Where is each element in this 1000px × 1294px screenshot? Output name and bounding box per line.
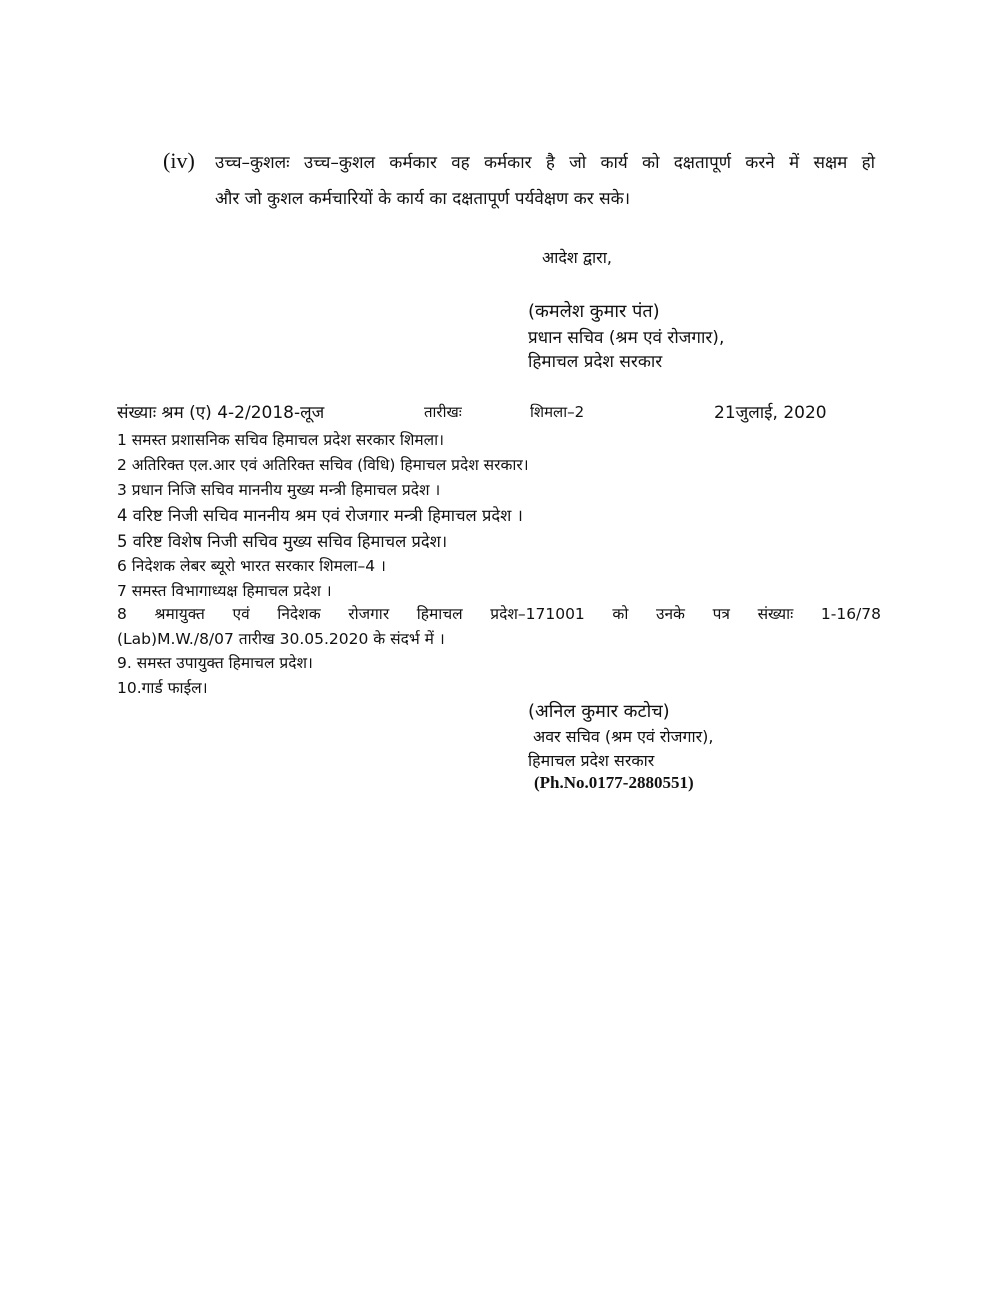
signatory2-title: अवर सचिव (श्रम एवं रोजगार), (533, 727, 714, 746)
reference-number: संख्याः श्रम (ए) 4-2/2018-लूज (117, 403, 325, 423)
clause-text-line1: उच्च–कुशलः उच्च–कुशल कर्मकार वह कर्मकार है जो कार्य को दक्षतापूर्ण करने में सक्षम हो (215, 153, 875, 173)
distribution-item: 3 प्रधान निजि सचिव माननीय मुख्य मन्त्री हिमाचल प्रदेश । (117, 481, 441, 499)
clause-label: (iv) (163, 148, 195, 173)
distribution-item-continued: (Lab)M.W./8/07 तारीख 30.05.2020 के संदर्भ में । (117, 630, 445, 648)
distribution-item: 8 श्रमायुक्त एवं निदेशक रोजगार हिमाचल प्रदेश–171001 को उनके पत्र संख्याः 1-16/78 (117, 605, 881, 623)
reference-date-label: तारीखः (424, 403, 462, 421)
distribution-item: 7 समस्त विभागाध्यक्ष हिमाचल प्रदेश । (117, 582, 332, 600)
order-by: आदेश द्वारा, (542, 248, 612, 267)
signatory1-title: प्रधान सचिव (श्रम एवं रोजगार), (528, 328, 725, 348)
distribution-item: 6 निदेशक लेबर ब्यूरो भारत सरकार शिमला–4 । (117, 557, 386, 575)
distribution-item: 10.गार्ड फाईल। (117, 679, 208, 697)
reference-date: 21जुलाई, 2020 (714, 403, 827, 423)
signatory2-phone: (Ph.No.0177-2880551) (534, 773, 694, 792)
distribution-item: 5 वरिष्ट विशेष निजी सचिव मुख्य सचिव हिमाचल प्रदेश। (117, 532, 448, 551)
distribution-item: 9. समस्त उपायुक्त हिमाचल प्रदेश। (117, 654, 313, 672)
distribution-item: 1 समस्त प्रशासनिक सचिव हिमाचल प्रदेश सरकार शिमला। (117, 431, 445, 449)
signatory2-name: (अनिल कुमार कटोच) (528, 701, 670, 722)
signatory1-name: (कमलेश कुमार पंत) (528, 301, 660, 322)
signatory1-department: हिमाचल प्रदेश सरकार (528, 352, 663, 372)
distribution-item: 2 अतिरिक्त एल.आर एवं अतिरिक्त सचिव (विधि) हिमाचल प्रदेश सरकार। (117, 456, 529, 474)
signatory2-department: हिमाचल प्रदेश सरकार (528, 751, 655, 770)
distribution-item: 4 वरिष्ट निजी सचिव माननीय श्रम एवं रोजगार मन्त्री हिमाचल प्रदेश । (117, 506, 523, 525)
reference-place: शिमला–2 (530, 403, 585, 421)
clause-text-line2: और जो कुशल कर्मचारियों के कार्य का दक्षतापूर्ण पर्यवेक्षण कर सके। (215, 189, 631, 209)
